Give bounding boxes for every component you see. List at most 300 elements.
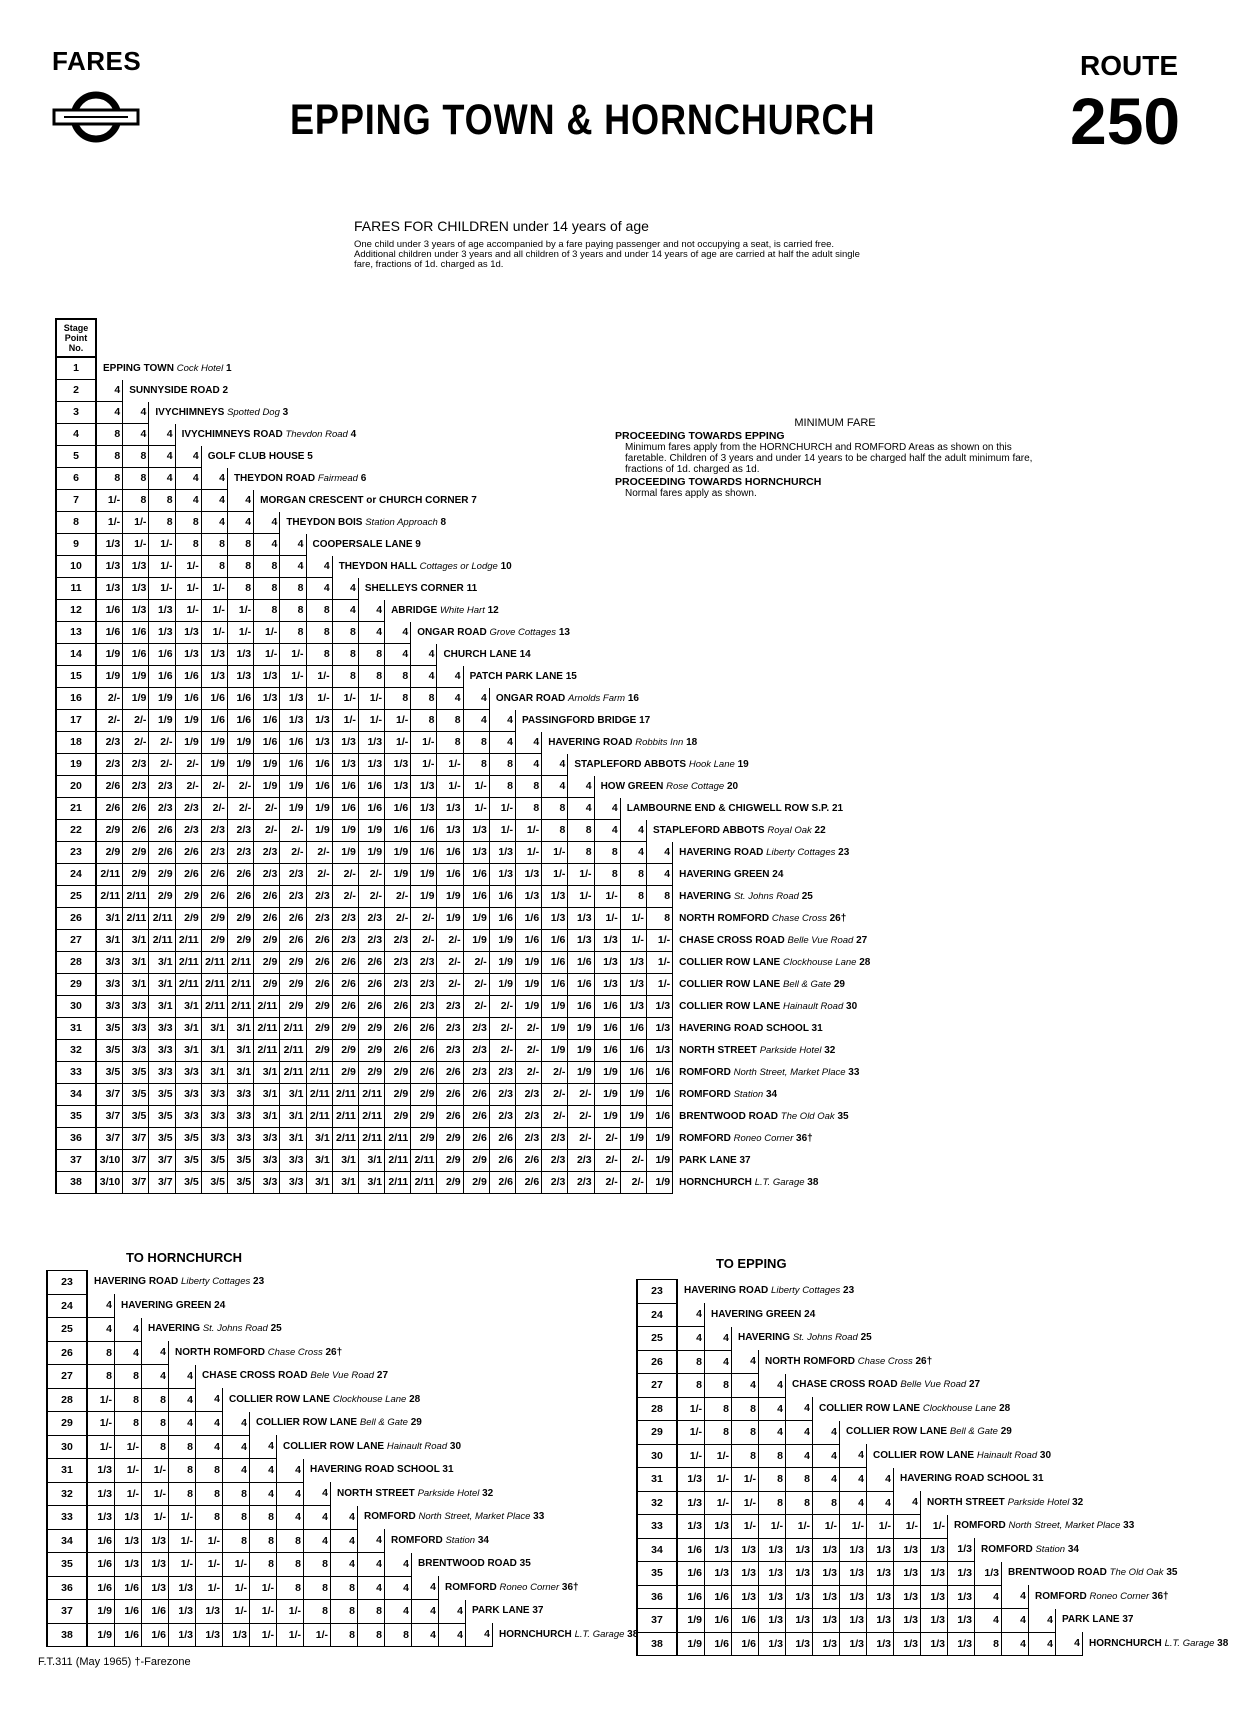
fare-cell: 8 — [306, 600, 332, 622]
table-row — [47, 1506, 640, 1530]
stage-number: 25 — [56, 886, 96, 908]
fare-cell: 1/9 — [149, 688, 175, 710]
fare-cell: 1/6 — [677, 1538, 705, 1562]
stop-detail: St. Johns Road — [792, 1332, 858, 1343]
fare-cell: 1/9 — [332, 842, 358, 864]
fare-cell: 1/- — [867, 1515, 894, 1539]
fare-cell: 1/- — [123, 534, 149, 556]
fare-cell: 1/- — [196, 1529, 223, 1553]
fare-cell: 8 — [201, 556, 227, 578]
stage-number: 22 — [56, 820, 96, 842]
fare-cell: 1/6 — [254, 732, 280, 754]
fare-cell: 4 — [1002, 1585, 1029, 1609]
fare-cell: 4 — [250, 1459, 277, 1483]
fare-cell: 1/- — [223, 1576, 250, 1600]
fare-cell: 1/6 — [306, 776, 332, 798]
fare-cell: 2/9 — [227, 930, 253, 952]
stop-number: 17 — [639, 715, 651, 726]
fare-cell: 8 — [196, 1506, 223, 1530]
stop-number: 29 — [410, 1417, 422, 1428]
stop-label — [1083, 1632, 1231, 1656]
fare-cell: 1/3 — [196, 1623, 223, 1647]
fare-cell: 4 — [437, 688, 463, 710]
fare-cell: 1/- — [516, 820, 542, 842]
fare-cell: 8 — [786, 1491, 813, 1515]
fare-cell: 1/6 — [332, 776, 358, 798]
fare-cell: 1/3 — [542, 886, 568, 908]
fare-cell: 1/9 — [568, 1062, 594, 1084]
stage-number: 31 — [56, 1018, 96, 1040]
stop-label — [673, 1150, 873, 1172]
fare-cell: 2/11 — [385, 1172, 411, 1194]
stop-number: 34 — [765, 1089, 778, 1100]
fare-cell: 1/3 — [786, 1538, 813, 1562]
intro-heading: FARES FOR CHILDREN under 14 years of age — [354, 218, 649, 234]
fare-cell: 1/3 — [332, 732, 358, 754]
fare-cell: 8 — [250, 1506, 277, 1530]
stop-detail: Robbits Inn — [635, 737, 684, 748]
fare-cell: 4 — [463, 688, 489, 710]
stop-detail: Parkside Hotel — [417, 1487, 480, 1499]
fare-cell: 2/9 — [411, 1084, 437, 1106]
fare-cell: 4 — [385, 1553, 412, 1577]
fare-cell: 3/1 — [227, 1062, 253, 1084]
fare-cell: 2/- — [594, 1172, 620, 1194]
fare-cell: 3/1 — [123, 952, 149, 974]
fare-cell: 1/6 — [620, 1018, 646, 1040]
fare-cell: 1/6 — [542, 974, 568, 996]
fare-cell: 3/1 — [175, 1040, 201, 1062]
fare-cell: 2/9 — [201, 930, 227, 952]
fare-cell: 2/9 — [385, 1062, 411, 1084]
fare-cell: 1/3 — [786, 1585, 813, 1609]
table-row — [56, 1040, 872, 1062]
table-row — [56, 402, 872, 424]
stop-number: 19 — [737, 759, 749, 770]
fare-cell: 8 — [304, 1553, 331, 1577]
stop-detail: Cock Hotel — [176, 363, 224, 374]
fare-cell: 1/3 — [840, 1538, 867, 1562]
fare-cell: 1/- — [115, 1459, 142, 1483]
fare-cell: 2/11 — [96, 886, 123, 908]
towards-epping-text: Minimum fares apply from the HORNCHURCH and ROMFORD Areas as shown on this faretable. Children of 3 years and under 14 years to be charged half the adult minimum fare, fractions of 1d. charged as 1d. — [625, 442, 1033, 475]
stop-label — [96, 358, 872, 380]
fare-cell: 1/- — [437, 754, 463, 776]
fare-cell: 8 — [277, 1553, 304, 1577]
fare-cell: 1/3 — [463, 842, 489, 864]
stop-name: ROMFORD — [445, 1581, 497, 1593]
stage-number: 35 — [56, 1106, 96, 1128]
fare-cell: 1/3 — [677, 1515, 705, 1539]
fare-cell: 8 — [227, 556, 253, 578]
fare-cell: 3/3 — [149, 1018, 175, 1040]
fare-cell: 1/- — [385, 732, 411, 754]
fare-cell: 1/3 — [759, 1585, 786, 1609]
fare-cell: 8 — [759, 1491, 786, 1515]
fare-cell: 1/3 — [867, 1538, 894, 1562]
stop-number: 35 — [519, 1558, 531, 1569]
fare-cell: 8 — [358, 1623, 385, 1647]
fare-cell: 4 — [306, 578, 332, 600]
table-row — [56, 688, 872, 710]
fare-cell: 1/3 — [759, 1632, 786, 1656]
stop-number: 18 — [686, 737, 698, 748]
stop-name: COLLIER ROW LANE — [283, 1440, 385, 1452]
stop-number: 21 — [831, 803, 844, 814]
fare-cell: 3/3 — [175, 1062, 201, 1084]
fare-cell: 4 — [463, 710, 489, 732]
fare-cell: 2/3 — [489, 1062, 515, 1084]
fare-cell: 1/3 — [142, 1553, 169, 1577]
fare-cell: 3/1 — [280, 1128, 306, 1150]
fare-cell: 1/- — [280, 666, 306, 688]
fare-cell: 4 — [149, 424, 175, 446]
fare-cell: 4 — [813, 1444, 840, 1468]
fare-cell: 2/3 — [175, 798, 201, 820]
fare-cell: 4 — [568, 798, 594, 820]
stop-label — [786, 1374, 1231, 1398]
fare-cell: 2/9 — [149, 864, 175, 886]
fare-cell: 1/3 — [867, 1609, 894, 1633]
fare-cell: 4 — [385, 1600, 412, 1624]
stop-detail: Liberty Cottages — [181, 1276, 251, 1287]
stop-name: NORTH ROMFORD — [175, 1346, 265, 1358]
fare-cell: 1/- — [280, 644, 306, 666]
fare-cell: 3/1 — [254, 1084, 280, 1106]
fare-cell: 3/3 — [280, 1172, 306, 1194]
fare-cell: 1/3 — [411, 776, 437, 798]
stage-number: 26 — [56, 908, 96, 930]
stop-label — [673, 864, 873, 886]
stop-detail: Spotted Dog — [227, 407, 280, 418]
fare-cell: 8 — [411, 710, 437, 732]
fare-cell: 2/- — [437, 952, 463, 974]
table-row — [637, 1562, 1230, 1586]
fare-cell: 1/3 — [732, 1538, 759, 1562]
fare-cell: 8 — [646, 886, 672, 908]
fare-cell: 2/3 — [358, 908, 384, 930]
fare-cell: 1/6 — [411, 842, 437, 864]
fare-cell: 1/3 — [201, 666, 227, 688]
stop-detail: Roneo Corner — [1089, 1590, 1150, 1602]
fare-cell: 8 — [123, 490, 149, 512]
fare-cell: 8 — [223, 1529, 250, 1553]
fare-cell: 8 — [149, 512, 175, 534]
fare-cell: 2/6 — [201, 886, 227, 908]
fare-cell: 3/1 — [280, 1106, 306, 1128]
fare-cell: 4 — [280, 534, 306, 556]
stop-label — [411, 622, 873, 644]
stop-name: SHELLEYS CORNER — [364, 583, 464, 594]
stage-number: 2 — [56, 380, 96, 402]
fare-cell: 8 — [175, 534, 201, 556]
fare-cell: 2/11 — [227, 974, 253, 996]
towards-hornchurch-heading: PROCEEDING TOWARDS HORNCHURCH — [615, 476, 822, 488]
stage-header: Stage Point No. — [55, 318, 97, 357]
fare-cell: 1/- — [542, 864, 568, 886]
fare-cell: 2/- — [542, 1084, 568, 1106]
stop-name: ROMFORD — [1035, 1590, 1087, 1602]
fare-cell: 4 — [115, 1341, 142, 1365]
stop-number: 31 — [1032, 1473, 1044, 1484]
fare-cell: 8 — [280, 622, 306, 644]
fare-cell: 4 — [331, 1553, 358, 1577]
fare-cell: 4 — [594, 798, 620, 820]
fare-cell: 1/- — [568, 886, 594, 908]
stop-detail: Chase Cross — [857, 1355, 913, 1367]
fare-cell: 3/5 — [227, 1172, 253, 1194]
fare-cell: 4 — [489, 732, 515, 754]
fare-cell: 1/3 — [87, 1482, 115, 1506]
table-row — [637, 1280, 1230, 1304]
fare-cell: 8 — [677, 1374, 705, 1398]
fare-cell: 1/9 — [411, 886, 437, 908]
fare-cell: 1/6 — [463, 886, 489, 908]
fare-cell: 1/6 — [646, 1084, 672, 1106]
stop-number: 35 — [837, 1111, 849, 1122]
fare-cell: 2/11 — [201, 952, 227, 974]
fare-cell: 2/6 — [463, 1084, 489, 1106]
fare-cell: 4 — [894, 1491, 921, 1515]
stop-label — [840, 1421, 1231, 1445]
fare-cell: 4 — [1029, 1632, 1056, 1656]
fare-cell: 1/9 — [542, 996, 568, 1018]
fare-cell: 8 — [331, 1623, 358, 1647]
stop-label — [250, 1412, 641, 1436]
stop-name: IVYCHIMNEYS ROAD — [181, 429, 283, 440]
fare-cell: 1/9 — [96, 644, 123, 666]
fare-cell: 4 — [677, 1327, 705, 1351]
fare-cell: 1/3 — [705, 1562, 732, 1586]
stop-number: 38 — [627, 1628, 639, 1640]
fare-cell: 1/- — [175, 556, 201, 578]
fare-cell: 4 — [646, 864, 672, 886]
fare-cell: 1/9 — [620, 1128, 646, 1150]
fare-cell: 2/3 — [437, 1040, 463, 1062]
stop-number: 32 — [824, 1045, 836, 1056]
stop-label — [673, 1128, 873, 1150]
fare-cell: 4 — [331, 1506, 358, 1530]
fare-cell: 1/3 — [840, 1609, 867, 1633]
fare-cell: 2/- — [516, 1018, 542, 1040]
fare-cell: 8 — [705, 1397, 732, 1421]
fare-cell: 1/6 — [463, 864, 489, 886]
fare-cell: 8 — [254, 578, 280, 600]
fare-cell: 1/- — [332, 710, 358, 732]
fare-cell: 1/3 — [840, 1585, 867, 1609]
table-row — [47, 1271, 640, 1295]
fare-cell: 4 — [620, 842, 646, 864]
fare-cell: 3/1 — [149, 952, 175, 974]
fare-cell: 8 — [437, 710, 463, 732]
fare-cell: 2/- — [568, 1106, 594, 1128]
table-row — [56, 446, 872, 468]
stop-detail: Bell & Gate — [949, 1426, 998, 1437]
fare-cell: 1/3 — [813, 1632, 840, 1656]
fare-cell: 1/- — [201, 578, 227, 600]
fare-cell: 2/- — [516, 1040, 542, 1062]
fare-cell: 2/3 — [568, 1172, 594, 1194]
fare-cell: 1/3 — [332, 754, 358, 776]
table-row — [637, 1421, 1230, 1445]
fare-cell: 1/6 — [385, 798, 411, 820]
fare-cell: 1/- — [332, 688, 358, 710]
stage-number: 26 — [637, 1350, 677, 1374]
fare-cell: 3/3 — [201, 1128, 227, 1150]
fare-cell: 8 — [250, 1553, 277, 1577]
fare-cell: 4 — [149, 468, 175, 490]
stop-number: 35 — [1166, 1567, 1178, 1578]
fare-cell: 1/9 — [254, 754, 280, 776]
fare-cell: 4 — [149, 446, 175, 468]
fare-cell: 2/9 — [306, 1018, 332, 1040]
stop-name: ONGAR ROAD — [495, 693, 566, 704]
stop-detail: Hook Lane — [688, 759, 735, 770]
fare-cell: 1/- — [250, 1600, 277, 1624]
fare-cell: 1/3 — [867, 1585, 894, 1609]
table-row — [637, 1515, 1230, 1539]
fare-cell: 2/6 — [411, 1040, 437, 1062]
stage-number: 24 — [637, 1303, 677, 1327]
stop-number: 15 — [565, 671, 577, 682]
stop-number: 30 — [449, 1440, 462, 1452]
fare-cell: 2/3 — [516, 1084, 542, 1106]
stage-number: 20 — [56, 776, 96, 798]
fare-cell: 4 — [123, 424, 149, 446]
stop-number: 27 — [376, 1370, 389, 1381]
fare-cell: 2/11 — [123, 886, 149, 908]
fare-cell: 3/7 — [149, 1172, 175, 1194]
fare-cell: 4 — [1002, 1609, 1029, 1633]
fare-cell: 1/- — [732, 1468, 759, 1492]
fare-cell: 1/- — [175, 578, 201, 600]
stop-detail: St. Johns Road — [202, 1323, 268, 1334]
fare-cell: 2/6 — [463, 1128, 489, 1150]
fare-cell: 4 — [304, 1529, 331, 1553]
fare-cell: 1/- — [175, 600, 201, 622]
fare-cell: 2/9 — [332, 1040, 358, 1062]
fare-cell: 2/11 — [123, 908, 149, 930]
fare-cell: 3/7 — [96, 1084, 123, 1106]
stage-number: 35 — [637, 1562, 677, 1586]
fare-cell: 1/9 — [594, 1084, 620, 1106]
fare-cell: 1/3 — [840, 1632, 867, 1656]
fare-cell: 1/6 — [705, 1632, 732, 1656]
stop-name: HAVERING ROAD — [684, 1285, 769, 1296]
stop-label — [673, 842, 873, 864]
fare-cell: 2/6 — [96, 776, 123, 798]
fare-cell: 3/3 — [175, 1106, 201, 1128]
fare-cell: 3/5 — [201, 1172, 227, 1194]
fare-cell: 2/9 — [411, 1128, 437, 1150]
fare-cell: 1/3 — [411, 798, 437, 820]
to-epping-table — [636, 1279, 1230, 1656]
fare-cell: 4 — [227, 490, 253, 512]
fare-cell: 4 — [358, 1529, 385, 1553]
stop-number: 28 — [409, 1393, 421, 1405]
stop-label — [227, 468, 872, 490]
fare-cell: 1/3 — [948, 1609, 975, 1633]
stage-number: 9 — [56, 534, 96, 556]
stop-detail: L.T. Garage — [1164, 1637, 1215, 1649]
fare-cell: 1/- — [594, 886, 620, 908]
stop-label — [304, 1459, 641, 1483]
to-hornchurch-table — [46, 1270, 640, 1647]
stage-number: 31 — [637, 1468, 677, 1492]
stop-label — [385, 600, 873, 622]
fare-cell: 1/- — [96, 512, 123, 534]
stop-label — [169, 1341, 641, 1365]
stop-detail: Bell & Gate — [783, 979, 832, 990]
fare-cell: 4 — [304, 1482, 331, 1506]
fare-cell: 3/1 — [175, 996, 201, 1018]
stop-detail: White Hart — [439, 605, 485, 616]
stop-label — [673, 886, 873, 908]
stop-label — [568, 754, 872, 776]
fare-cell: 1/6 — [542, 952, 568, 974]
stop-label — [673, 908, 873, 930]
stop-number: 11 — [466, 583, 478, 594]
table-row — [637, 1303, 1230, 1327]
fare-cell: 4 — [385, 1576, 412, 1600]
fare-cell: 8 — [411, 688, 437, 710]
fare-cell: 2/3 — [254, 842, 280, 864]
fare-cell: 3/3 — [254, 1150, 280, 1172]
fare-cell: 2/9 — [149, 886, 175, 908]
fare-cell: 2/3 — [201, 820, 227, 842]
fare-cell: 1/3 — [149, 600, 175, 622]
fare-cell: 2/- — [358, 864, 384, 886]
stop-label — [123, 380, 873, 402]
fare-cell: 1/- — [463, 798, 489, 820]
fare-cell: 1/9 — [568, 1040, 594, 1062]
stop-name: HORNCHURCH — [499, 1628, 572, 1640]
fare-cell: 1/- — [227, 600, 253, 622]
fare-cell: 2/6 — [306, 952, 332, 974]
fare-cell: 4 — [867, 1491, 894, 1515]
fare-cell: 2/3 — [542, 1150, 568, 1172]
fare-cell: 2/3 — [385, 974, 411, 996]
fare-cell: 2/- — [306, 842, 332, 864]
stop-number: 16 — [627, 693, 639, 704]
stop-name: THEYDON ROAD — [233, 473, 316, 484]
fare-cell: 1/6 — [568, 952, 594, 974]
stage-number: 33 — [56, 1062, 96, 1084]
to-hornchurch-grid — [46, 1270, 640, 1647]
stop-label — [620, 798, 872, 820]
stop-name: NORTH STREET — [679, 1045, 757, 1056]
fare-cell: 2/6 — [306, 974, 332, 996]
stop-name: PASSINGFORD BRIDGE — [522, 715, 637, 726]
stop-number: 31 — [442, 1464, 454, 1475]
fare-cell: 1/- — [463, 776, 489, 798]
stop-label — [115, 1294, 641, 1318]
fare-cell: 1/3 — [516, 886, 542, 908]
fare-cell: 1/- — [250, 1576, 277, 1600]
fare-cell: 3/3 — [227, 1128, 253, 1150]
fare-cell: 2/- — [175, 776, 201, 798]
fare-cell: 8 — [123, 468, 149, 490]
fare-cell: 1/6 — [489, 886, 515, 908]
fare-cell: 1/3 — [620, 974, 646, 996]
fare-cell: 1/6 — [542, 930, 568, 952]
fare-cell: 4 — [196, 1412, 223, 1436]
fare-cell: 1/6 — [149, 666, 175, 688]
fare-cell: 1/3 — [385, 776, 411, 798]
fare-cell: 1/- — [489, 820, 515, 842]
fare-cell: 1/6 — [123, 622, 149, 644]
fare-cell: 4 — [223, 1412, 250, 1436]
